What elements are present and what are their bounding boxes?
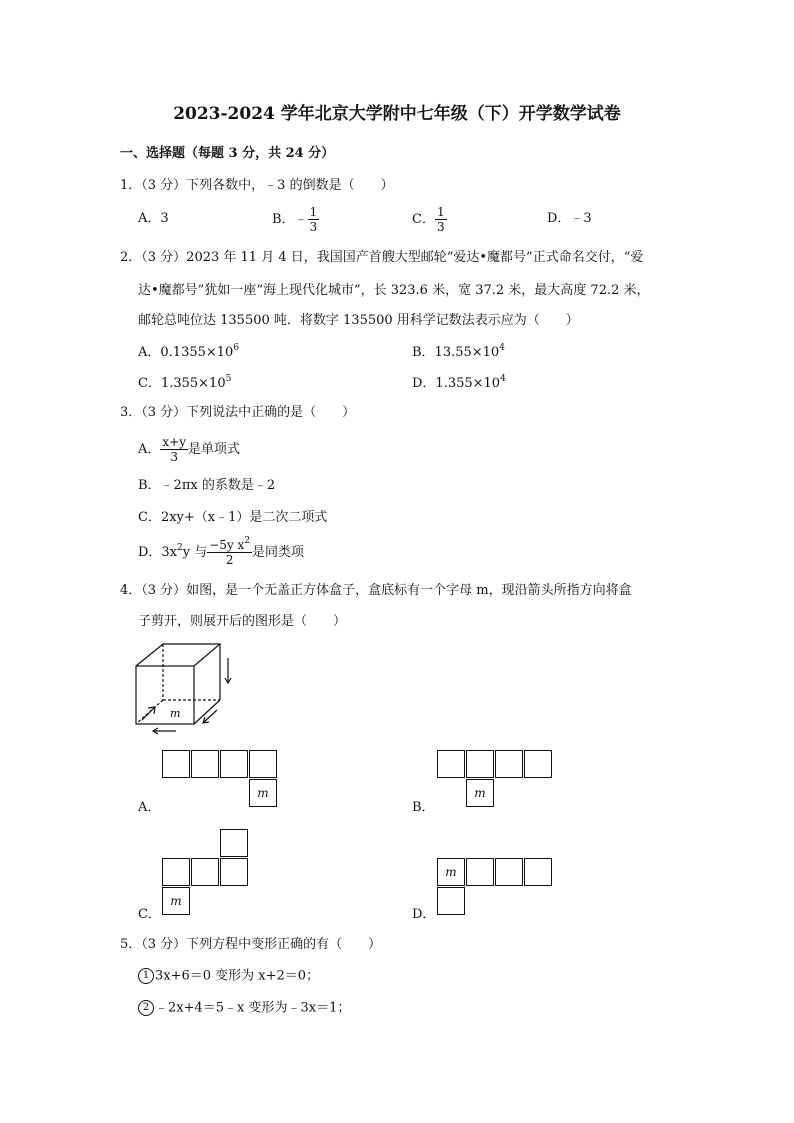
net-option-b (437, 750, 557, 810)
net-cell (220, 829, 248, 857)
net-cell (191, 858, 219, 886)
net-cell (466, 858, 494, 886)
net-cell-m: m (162, 887, 190, 915)
q1-option-b: B．﹣ $\frac{1}{3}$ (272, 205, 318, 234)
net-option-c (162, 829, 262, 919)
q2-option-d: D．$1.355\times 10^4$ (412, 374, 506, 391)
net-cell (466, 750, 494, 778)
q2-option-a: A．$0.1355\times 10^6$ (138, 343, 240, 360)
question-2-line-1: 2．（3 分）2023 年 11 月 4 日，我国国产首艘大型邮轮“爱达•魔都号”正式命名交付，“爱 (120, 250, 644, 265)
net-cell-m: m (466, 779, 494, 807)
q4-option-d-label: D． (412, 907, 436, 922)
net-cell (249, 750, 277, 778)
net-option-a (162, 750, 282, 810)
net-cell (162, 858, 190, 886)
circled-number: 1 (138, 968, 154, 984)
net-option-d (437, 858, 557, 918)
net-cell (220, 750, 248, 778)
section-heading: 一、选择题（每题 3 分，共 24 分） (120, 146, 335, 161)
net-cell (191, 750, 219, 778)
question-4-line-1: 4．（3 分）如图，是一个无盖正方体盒子，盒底标有一个字母 m，现沿箭头所指方向将盒 (120, 583, 632, 598)
q3-option-c: C．2xy+（x﹣1）是二次二项式 (138, 510, 328, 525)
q4-option-a-label: A． (138, 800, 161, 815)
net-cell (524, 858, 552, 886)
question-5-stem: 5．（3 分）下列方程中变形正确的有（ ） (120, 937, 382, 952)
q4-option-c-label: C． (138, 907, 161, 922)
q1-option-a: A．3 (138, 211, 169, 226)
question-2-line-3: 邮轮总吨位达 135500 吨．将数字 135500 用科学记数法表示应为（ ） (138, 313, 579, 328)
q3-option-a: A． $\frac{x+y}{3}$ 是单项式 (138, 435, 241, 464)
net-cell (524, 750, 552, 778)
net-cell (162, 750, 190, 778)
net-cell (437, 750, 465, 778)
question-1-stem: 1．（3 分）下列各数中，﹣3 的倒数是（ ） (120, 178, 394, 193)
page-title: 2023-2024 学年北京大学附中七年级（下）开学数学试卷 (173, 104, 621, 124)
q5-item-2: 2 ﹣2x+4＝5﹣x 变形为﹣3x＝1； (138, 1000, 350, 1017)
q2-option-c: C．$1.355\times 10^5$ (138, 374, 232, 391)
q1-option-c: C． $\frac{1}{3}$ (412, 205, 445, 234)
q2-option-b: B．$13.55\times 10^4$ (412, 343, 505, 360)
q4-option-b-label: B． (412, 800, 435, 815)
question-2-line-2: 达•魔都号”犹如一座“海上现代化城市”，长 323.6 米，宽 37.2 米，最大高度 72.2 米， (138, 283, 650, 298)
net-cell (495, 858, 523, 886)
cube-bottom-letter: m (170, 707, 181, 720)
net-cell (495, 750, 523, 778)
q3-option-b: B．﹣2πx 的系数是﹣2 (138, 478, 276, 493)
net-cell (437, 887, 465, 915)
question-4-line-2: 子剪开，则展开后的图形是（ ） (138, 614, 347, 629)
net-cell (220, 858, 248, 886)
net-cell-m: m (249, 779, 277, 807)
q1-option-d: D．﹣3 (547, 211, 592, 226)
question-3-stem: 3．（3 分）下列说法中正确的是（ ） (120, 405, 356, 420)
net-cell-m: m (437, 858, 465, 886)
q5-item-1: 1 3x+6＝0 变形为 x+2＝0； (138, 968, 319, 985)
q3-option-d: D．$3x^2y$ 与 $\frac{-5y x^2}{2}$ 是同类项 (138, 536, 305, 567)
open-cube-figure (130, 638, 240, 738)
circled-number: 2 (138, 1000, 154, 1016)
